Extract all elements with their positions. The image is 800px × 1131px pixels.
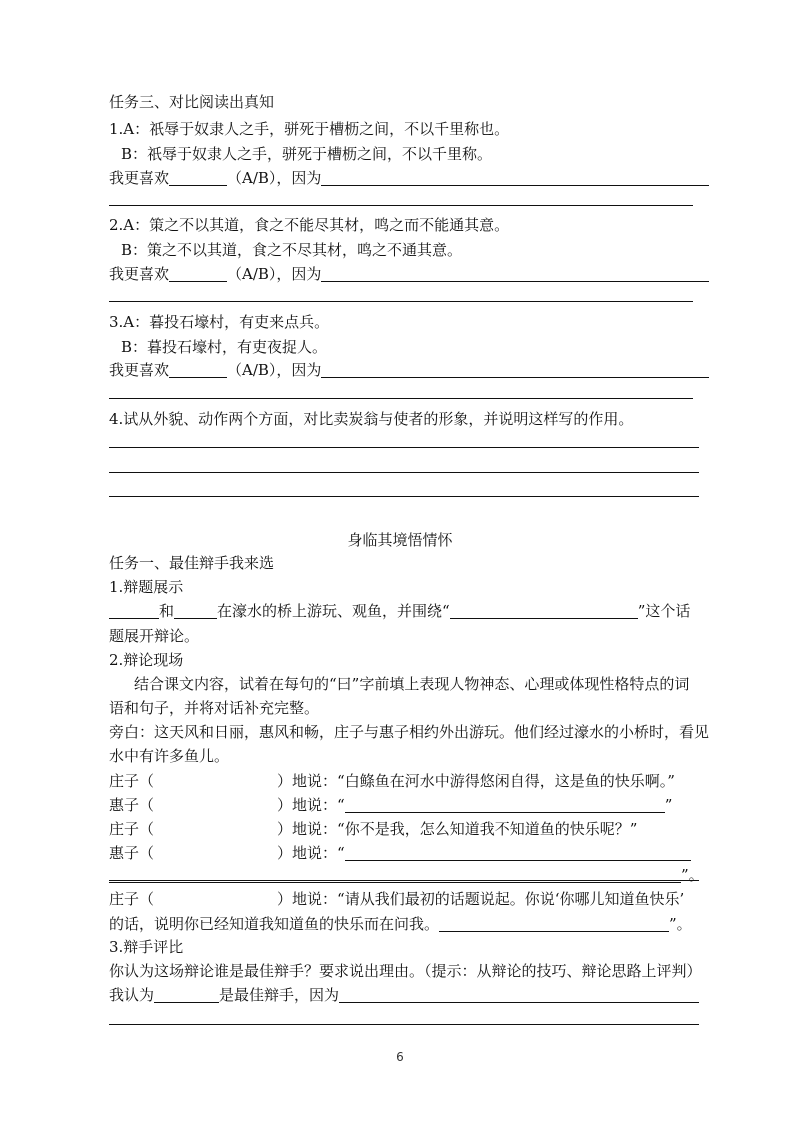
task1-heading: 任务一、最佳辩手我来选	[109, 554, 275, 572]
huizi-reply-continued	[109, 865, 704, 885]
prefer-label: 我更喜欢	[109, 265, 170, 283]
judge-heading: 3.辩手评比	[109, 938, 184, 956]
q2-answer-line[interactable]	[109, 301, 693, 302]
judge-answer-prefix: 我认为	[109, 986, 155, 1004]
huizi-reply-blank-2[interactable]	[345, 845, 691, 861]
speaker-zhuangzi: 庄子（	[109, 772, 155, 790]
dialogue-text: “白鲦鱼在河水中游得悠闲自得，这是鱼的快乐啊。”	[337, 772, 675, 790]
q2-reason-blank[interactable]	[321, 266, 709, 282]
open-quote: “	[337, 796, 345, 814]
q1-choice-blank[interactable]	[169, 170, 227, 186]
zhuangzi-final-blank[interactable]	[439, 916, 669, 932]
debate-topic-line	[109, 601, 690, 621]
dialogue-zhuangzi-1	[109, 771, 675, 791]
debate-topic-heading: 1.辩题展示	[109, 578, 184, 596]
q2-option-b: B：策之不以其道，食之不尽其材，鸣之不通其意。	[121, 241, 463, 259]
judge-answer-mid: 是最佳辩手，因为	[219, 986, 340, 1004]
q4-answer-line-2[interactable]	[109, 472, 699, 473]
judge-question: 你认为这场辩论谁是最佳辩手？要求说出理由。（提示：从辩论的技巧、辩论思路上评判）	[109, 962, 702, 980]
topic-blank[interactable]	[450, 603, 638, 619]
prefer-because: （A/B），因为	[227, 265, 322, 283]
said-text: ）地说：	[277, 772, 338, 790]
open-quote: “	[337, 844, 345, 862]
q4-answer-line-1[interactable]	[109, 447, 699, 448]
section-title: 身临其境悟情怀	[347, 531, 453, 549]
speaker-huizi: 惠子（	[109, 844, 155, 862]
instruction-line-2: 语和句子，并将对话补充完整。	[109, 699, 320, 717]
dialogue-text: “你不是我，怎么知道我不知道鱼的快乐呢？”	[337, 820, 638, 838]
judge-reason-blank[interactable]	[339, 987, 699, 1003]
said-text: ）地说：	[277, 796, 338, 814]
q1-option-b: B：祇辱于奴隶人之手，骈死于槽枥之间，不以千里称。	[121, 145, 493, 163]
topic-text-continued: 题展开辩论。	[109, 627, 200, 645]
q2-option-a: 2.A：策之不以其道，食之不能尽其材，鸣之而不能通其意。	[109, 216, 510, 234]
q1-reason-blank[interactable]	[321, 170, 709, 186]
page-number: 6	[396, 1050, 404, 1064]
said-text: ）地说：	[277, 890, 338, 908]
close-quote: ”	[664, 796, 673, 814]
q3-reason-blank[interactable]	[321, 362, 709, 378]
q3-preference-line	[109, 360, 709, 380]
dialogue-text: 的话，说明你已经知道我知道鱼的快乐而在问我。	[109, 915, 440, 933]
dialogue-text: “请从我们最初的话题说起。你说‘你哪儿知道鱼快乐’	[337, 890, 685, 908]
q4-question: 4.试从外貌、动作两个方面，对比卖炭翁与使者的形象，并说明这样写的作用。	[109, 410, 634, 428]
q3-choice-blank[interactable]	[169, 362, 227, 378]
dialogue-huizi-1	[109, 795, 672, 815]
prefer-label: 我更喜欢	[109, 169, 170, 187]
q2-preference-line	[109, 264, 709, 284]
q3-option-a: 3.A：暮投石壕村，有吏来点兵。	[109, 313, 330, 331]
speaker-zhuangzi: 庄子（	[109, 890, 155, 908]
person2-blank[interactable]	[174, 603, 217, 619]
q1-answer-line[interactable]	[109, 205, 693, 206]
prefer-label: 我更喜欢	[109, 361, 170, 379]
dialogue-zhuangzi-3	[109, 889, 684, 909]
judge-answer-line	[109, 985, 699, 1005]
speaker-huizi: 惠子（	[109, 796, 155, 814]
dialogue-zhuangzi-3-continued	[109, 914, 692, 934]
and-text: 和	[159, 602, 175, 620]
narration-line-1: 旁白：这天风和日丽，惠风和畅，庄子与惠子相约外出游玩。他们经过濠水的小桥时，看见	[109, 723, 710, 741]
instruction-line-1: 结合课文内容，试着在每句的“曰”字前填上表现人物神态、心理或体现性格特点的词	[134, 675, 690, 693]
task3-heading: 任务三、对比阅读出真知	[109, 93, 275, 111]
close-quote-end: ”。	[681, 866, 704, 884]
narration-line-2: 水中有许多鱼儿。	[109, 747, 230, 765]
q2-choice-blank[interactable]	[169, 266, 227, 282]
separator-line	[109, 880, 699, 881]
q1-option-a: 1.A：祇辱于奴隶人之手，骈死于槽枥之间，不以千里称也。	[109, 120, 510, 138]
judge-answer-line-2[interactable]	[109, 1024, 699, 1025]
huizi-reply-blank[interactable]	[345, 797, 665, 813]
dialogue-zhuangzi-2	[109, 819, 637, 839]
dialogue-huizi-2	[109, 843, 691, 863]
said-text: ）地说：	[277, 820, 338, 838]
debate-scene-heading: 2.辩论现场	[109, 651, 184, 669]
q3-option-b: B：暮投石壕村，有吏夜捉人。	[121, 338, 328, 356]
q4-answer-line-3[interactable]	[109, 496, 699, 497]
topic-text: 在濠水的桥上游玩、观鱼，并围绕“	[217, 602, 450, 620]
topic-text-end: ”这个话	[637, 602, 691, 620]
prefer-because: （A/B），因为	[227, 361, 322, 379]
person1-blank[interactable]	[109, 603, 159, 619]
best-debater-blank[interactable]	[154, 987, 219, 1003]
prefer-because: （A/B），因为	[227, 169, 322, 187]
q3-answer-line[interactable]	[109, 398, 693, 399]
speaker-zhuangzi: 庄子（	[109, 820, 155, 838]
close-quote-end: ”。	[669, 915, 692, 933]
said-text: ）地说：	[277, 844, 338, 862]
q1-preference-line	[109, 168, 709, 188]
